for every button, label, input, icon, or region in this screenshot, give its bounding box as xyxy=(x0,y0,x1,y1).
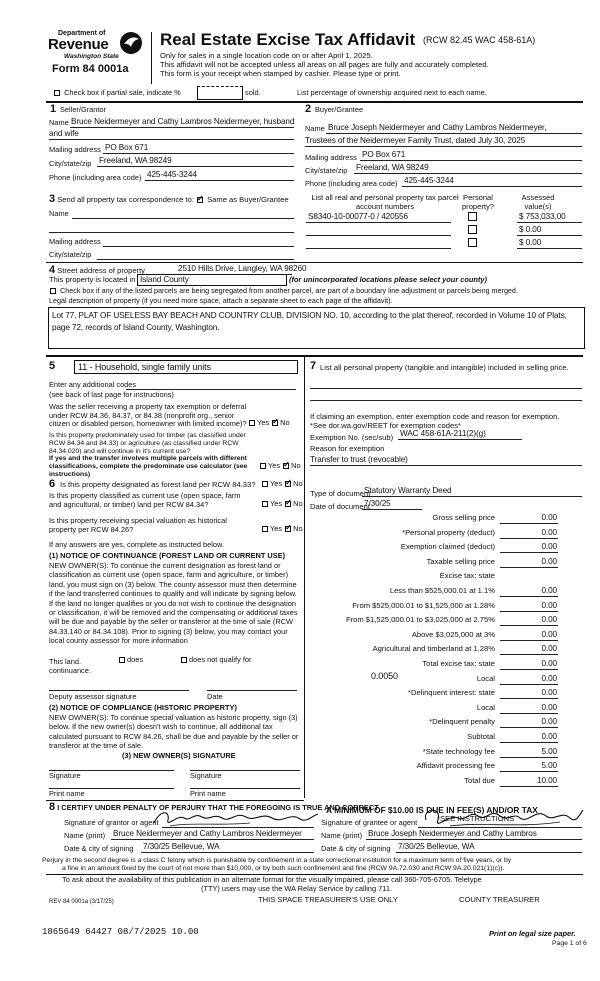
tax-row-value[interactable]: 0.00 xyxy=(541,659,557,668)
same-as-buyer-label: Same as Buyer/Grantee xyxy=(207,195,289,204)
section-3-header xyxy=(49,193,304,206)
tax-row-label: Total due xyxy=(464,776,495,785)
seller-name-2[interactable]: and wife xyxy=(49,129,79,138)
use-code-select[interactable] xyxy=(74,360,298,374)
section-4-number: 4 xyxy=(49,264,56,276)
parcel-number-row-1[interactable]: S8340-10-00077-0 / 420556 xyxy=(308,212,408,221)
seller-title: Seller/Grantor xyxy=(60,105,107,114)
seller-name-1[interactable]: Bruce Neidermeyer and Cathy Lambros Neidermeyer, husband xyxy=(71,117,295,126)
tax-row-line xyxy=(500,771,558,772)
rule-sec4 xyxy=(46,262,583,263)
tax-row-label: *Delinquent interest: state xyxy=(408,688,495,697)
exemption-question: Was the seller receiving a property tax exemption or deferral under RCW 84.36, 84.37, or 84.38 (nonprofit org., senior citizen or disabled person, homeowner with limited income)? xyxy=(49,402,247,429)
parcel-line-3[interactable] xyxy=(306,248,451,249)
tax-row-label: Local xyxy=(476,674,495,683)
buyer-section-number: 2 xyxy=(305,103,312,115)
state-line: Washington State xyxy=(64,53,119,60)
middle-divider xyxy=(304,356,305,798)
timber-answer xyxy=(259,462,301,471)
form-number: Form 84 0001a xyxy=(52,63,129,75)
tax-row-label: From $525,000.01 to $1,525,000 at 1.28% xyxy=(352,601,495,610)
assessed-value-row-3[interactable]: $ 0.00 xyxy=(519,238,542,247)
partial-sale-note: List percentage of ownership acquired next to each name. xyxy=(297,88,487,97)
deputy-date-line[interactable] xyxy=(207,690,297,691)
personal-property-line-1[interactable] xyxy=(310,388,582,389)
buyer-mail[interactable]: PO Box 671 xyxy=(362,150,406,159)
historic-yes-checkbox[interactable] xyxy=(262,526,268,532)
county-treasurer: COUNTY TREASURER xyxy=(459,895,540,904)
document-date-line xyxy=(362,509,422,510)
header-note-1: Only for sales in a single location code on or after April 1, 2025. xyxy=(160,51,373,60)
assessed-value-row-1[interactable]: $ 753,033.00 xyxy=(519,212,566,221)
buyer-mail-line xyxy=(360,160,582,161)
grantee-name-line xyxy=(366,839,582,840)
grantee-date-label: Date & city of signing xyxy=(321,844,391,853)
partial-sale-label: Check box if partial sale, indicate % xyxy=(64,88,181,97)
rule-sec5 xyxy=(46,355,583,357)
document-type[interactable]: Statutory Warranty Deed xyxy=(364,486,452,495)
tax-row-label: Total excise tax: state xyxy=(422,659,495,668)
personal-property-title: List all personal property (tangible and intangible) included in selling price. xyxy=(320,363,569,372)
owner-signature-label-1: Signature xyxy=(49,771,81,780)
tax-row-line xyxy=(500,596,558,597)
timber-yes-label: Yes xyxy=(268,461,281,470)
personal-property-checkbox-2[interactable] xyxy=(468,225,477,234)
tax-row-value[interactable]: 0.00 xyxy=(541,674,557,683)
forest-no-checkbox[interactable] xyxy=(285,481,291,487)
deputy-signature-line[interactable] xyxy=(49,690,189,691)
section-3-title: Send all property tax correspondence to: xyxy=(57,195,194,204)
tax-row-line xyxy=(500,698,558,699)
tax-row-value[interactable]: 0.00 xyxy=(541,601,557,610)
section-3-name-field[interactable] xyxy=(72,218,294,219)
grantee-date-city[interactable]: 7/30/25 Bellevue, WA xyxy=(398,842,475,851)
header-divider xyxy=(151,32,152,84)
treasurer-use-only: THIS SPACE TREASURER'S USE ONLY xyxy=(258,895,398,904)
deputy-date-label: Date xyxy=(207,692,223,701)
tax-row-label: Subtotal xyxy=(467,732,495,741)
tax-row-value[interactable]: 0.00 xyxy=(541,644,557,653)
this-land-label: This land. xyxy=(49,657,82,666)
deputy-signature-label: Deputy assessor signature xyxy=(49,692,137,701)
minimum-due-notice: A MINIMUM OF $10.00 IS DUE IN FEE(S) AND/OR TAX xyxy=(326,805,538,815)
grantor-print-name[interactable]: Bruce Neidermeyer and Cathy Lambros Neidermeyer xyxy=(113,829,302,838)
legal-description: Lot 77, PLAT OF USELESS BAY BEACH AND COUNTRY CLUB, DIVISION NO. 10, according to the plat thereof, recorded in Volume 10 of Plats, page 72, records of Island County, Washington. xyxy=(52,311,567,332)
owner-print-label-2: Print name xyxy=(190,789,226,798)
seller-city-label: City/state/zip xyxy=(49,159,92,168)
section-3-city-field[interactable] xyxy=(97,259,294,260)
grantor-name-line xyxy=(111,839,314,840)
seller-city[interactable]: Freeland, WA 98249 xyxy=(99,156,172,165)
county-select[interactable] xyxy=(137,274,287,286)
section-3-name-field-2[interactable] xyxy=(49,232,294,233)
seller-phone-line xyxy=(145,180,294,181)
segregation-row xyxy=(49,287,584,296)
perjury-notice-2: a fine in an amount fixed by the court of not more than $10,000, or by both such confinement and fine (RCW 9A.72.030 and RCW 9A.20.021(1)(c)). xyxy=(62,865,505,872)
buyer-name-line-2 xyxy=(305,146,582,147)
alternate-format-2: (TTY) users may use the WA Relay Service by calling 711. xyxy=(201,884,392,893)
segregation-checkbox[interactable] xyxy=(50,288,56,294)
exemption-reason-label: Reason for exemption xyxy=(310,444,385,453)
exemption-number-label: Exemption No. (sec/sub) xyxy=(310,433,394,442)
section-3-number: 3 xyxy=(49,193,56,205)
assessed-value-row-2[interactable]: $ 0.00 xyxy=(519,225,542,234)
does-option xyxy=(118,656,143,665)
document-date[interactable]: 7/30/25 xyxy=(364,499,391,508)
exemption-claim-label: If claiming an exemption, enter exemption code and reason for exemption. *See dor.wa.gov/REET for exemption codes* xyxy=(310,412,560,430)
seller-mail-line xyxy=(103,153,294,154)
forest-land-question: Is this property designated as forest land per RCW 84.33? xyxy=(60,480,256,489)
tax-row-label: Taxable selling price xyxy=(426,557,495,566)
historic-no-label: No xyxy=(293,524,303,533)
tax-row-line xyxy=(500,713,558,714)
partial-sale-sold: sold. xyxy=(245,88,261,97)
tax-row-value[interactable]: 0.00 xyxy=(541,703,557,712)
tax-row-label: Local xyxy=(476,703,495,712)
tax-row-label: Above $3,025,000 at 3% xyxy=(411,630,495,639)
seller-phone[interactable]: 425-445-3244 xyxy=(147,170,197,179)
grantor-date-label: Date & city of signing xyxy=(64,844,134,853)
section-3-mail-label: Mailing address xyxy=(49,237,101,246)
grantor-signature xyxy=(150,808,320,830)
owner-print-label-1: Print name xyxy=(49,789,85,798)
current-use-yes-label: Yes xyxy=(270,499,283,508)
value-line-1 xyxy=(517,222,582,223)
tax-row-line xyxy=(500,727,558,728)
additional-codes-label: Enter any additional codes xyxy=(49,380,137,389)
grantor-date-city[interactable]: 7/30/25 Bellevue, WA xyxy=(143,842,220,851)
header-note-3: This form is your receipt when stamped by cashier. Please type or print. xyxy=(160,69,401,78)
notice-compliance-title: (2) NOTICE OF COMPLIANCE (HISTORIC PROPERTY) xyxy=(49,703,237,712)
seller-name-line-2 xyxy=(49,139,294,140)
buyer-phone-line xyxy=(402,186,582,187)
does-not-label: does not qualify for xyxy=(189,655,252,664)
exemption-no-label: No xyxy=(280,418,290,427)
tax-row-label: Affidavit processing fee xyxy=(416,761,495,770)
buyer-name-2[interactable]: Trustees of the Neidermeyer Family Trust, dated July 30, 2025 xyxy=(305,136,526,145)
local-tax-rate[interactable]: 0.0050 xyxy=(371,671,398,681)
page-number: Page 1 of 6 xyxy=(552,940,587,947)
if-any-yes: If any answers are yes, complete as instructed below. xyxy=(49,540,224,549)
notice-compliance-body: NEW OWNER(S): To continue special valuation as historic property, sign (3) below. If the new owner(s) doesn't wish to continue, all additional tax calculated pursuant to RCW 84.26, shall be due and payable by the seller or transferor at the time of sale. xyxy=(49,713,299,751)
personal-property-column-header: Personal property? xyxy=(461,193,495,211)
tax-row-value[interactable]: 5.00 xyxy=(541,761,557,770)
tax-row-label: Agricultural and timberland at 1.28% xyxy=(372,644,495,653)
personal-property-line-2[interactable] xyxy=(310,400,582,401)
tax-row-value[interactable]: 0.00 xyxy=(541,717,557,726)
current-use-no-label: No xyxy=(293,499,303,508)
street-address-label: Street address of property xyxy=(57,266,145,275)
timber-question: Is this property predominately used for timber (as classified under RCW 84.34 and 84.33) or agriculture (as classified under RCW 84.34.020) and will continue in it's current use? xyxy=(49,432,246,455)
tax-row-line xyxy=(500,742,558,743)
tax-row-label: Gross selling price xyxy=(432,513,495,522)
form-title: Real Estate Excise Tax Affidavit xyxy=(160,30,416,49)
exemption-no-checkbox[interactable] xyxy=(272,420,278,426)
tax-row-value[interactable]: 0.00 xyxy=(541,557,557,566)
certify-statement: I CERTIFY UNDER PENALTY OF PERJURY THAT THE FOREGOING IS TRUE AND CORRECT xyxy=(57,803,379,812)
historic-no-checkbox[interactable] xyxy=(285,526,291,532)
buyer-name-1[interactable]: Bruce Joseph Neidermeyer and Cathy Lambros Neidermeyer, xyxy=(328,123,547,132)
tax-row-value[interactable]: 0.00 xyxy=(541,732,557,741)
section-3-city-label: City/state/zip xyxy=(49,250,92,259)
tax-row-label: From $1,525,000.01 to $3,025,000 at 2.75% xyxy=(345,615,495,624)
timber-calculator-note: If yes and the transfer involves multiple parcels with different classifications, complete the predominate use calculator (see instructions) xyxy=(49,455,248,478)
owner-signature-label-2: Signature xyxy=(190,771,222,780)
exemption-reason-line xyxy=(310,465,582,466)
exemption-yes-checkbox[interactable] xyxy=(249,420,255,426)
does-not-qualify-checkbox[interactable] xyxy=(181,657,187,663)
section-3-mail-field[interactable] xyxy=(103,246,294,247)
buyer-phone[interactable]: 425-445-3244 xyxy=(404,176,454,185)
tax-row-line xyxy=(500,786,558,787)
alternate-format-1: To ask about the availability of this publication in an alternate format for the visually impaired, please call 360-705-6705. Teletype xyxy=(62,875,482,884)
grantor-signature-label: Signature of grantor or agent xyxy=(64,818,159,827)
street-address[interactable]: 2510 Hills Drive, Langley, WA 98260 xyxy=(178,264,307,273)
parcel-line-2[interactable] xyxy=(306,235,451,236)
seller-mail[interactable]: PO Box 671 xyxy=(105,143,149,152)
current-use-answer xyxy=(261,500,303,509)
tax-row-line xyxy=(500,757,558,758)
tax-row-line xyxy=(500,538,558,539)
seller-name-line xyxy=(70,127,294,128)
recording-stamp: 1865649 64427 08/7/2025 10.00 xyxy=(42,927,199,937)
revenue-wordmark: Revenue xyxy=(48,36,109,53)
tax-row-value[interactable]: 0.00 xyxy=(541,688,557,697)
tax-row-line xyxy=(500,640,558,641)
parcel-line-1 xyxy=(306,222,451,223)
historic-question: Is this property receiving special valuation as historical property per RCW 84.26? xyxy=(49,516,227,534)
buyer-name-line xyxy=(326,133,582,134)
seller-city-line xyxy=(97,166,294,167)
value-line-3 xyxy=(517,248,582,249)
current-use-no-checkbox[interactable] xyxy=(285,501,291,507)
seller-mail-label: Mailing address xyxy=(49,145,101,154)
tax-row-line xyxy=(500,654,558,655)
forest-yes-label: Yes xyxy=(270,479,283,488)
tax-row-label: *Personal property (deduct) xyxy=(402,528,495,537)
tax-row-value[interactable]: 0.00 xyxy=(541,528,557,537)
section-8-number: 8 xyxy=(49,801,56,813)
section-5-number: 5 xyxy=(49,360,56,372)
exemption-number[interactable]: WAC 458-61A-211(2)(g) xyxy=(400,429,486,438)
tax-row-value[interactable]: 10.00 xyxy=(537,776,557,785)
exemption-yes-label: Yes xyxy=(257,418,270,427)
tax-row-line xyxy=(500,625,558,626)
segregation-text: Check box if any of the listed parcels are being segregated from another parcel, are part of a boundary line adjustment or parcels being merged. xyxy=(60,286,518,295)
buyer-city[interactable]: Freeland, WA 98249 xyxy=(356,163,429,172)
partial-sale-checkbox[interactable] xyxy=(54,90,60,96)
buyer-name-label: Name xyxy=(305,124,325,133)
tax-row-line xyxy=(500,611,558,612)
partial-sale-percent-field[interactable] xyxy=(197,86,243,100)
tax-row-value[interactable]: 0.00 xyxy=(541,586,557,595)
dept-line: Department of xyxy=(58,30,106,37)
tax-row-value[interactable]: 5.00 xyxy=(541,747,557,756)
personal-property-checkbox-3[interactable] xyxy=(468,238,477,247)
additional-codes-note: (see back of last page for instructions) xyxy=(49,390,174,399)
buyer-phone-label: Phone (including area code) xyxy=(305,179,398,188)
tax-row-line xyxy=(500,669,558,670)
buyer-mail-label: Mailing address xyxy=(305,153,357,162)
forest-yes-checkbox[interactable] xyxy=(262,481,268,487)
exemption-number-line xyxy=(398,439,522,440)
personal-property-checkbox-1[interactable] xyxy=(468,212,477,221)
seller-phone-label: Phone (including area code) xyxy=(49,173,142,182)
county-value: Island County xyxy=(140,275,189,284)
exemption-reason[interactable]: Transfer to trust (revocable) xyxy=(310,455,408,464)
current-use-question: Is this property classified as current use (open space, farm and agricultural, or timber) land per RCW 84.34? xyxy=(49,491,241,509)
current-use-yes-checkbox[interactable] xyxy=(262,501,268,507)
buyer-city-line xyxy=(354,173,582,174)
notice-continuance-title: (1) NOTICE OF CONTINUANCE (FOREST LAND OR CURRENT USE) xyxy=(49,551,286,560)
tax-row-label: *Delinquent penalty xyxy=(429,717,495,726)
timber-no-checkbox[interactable] xyxy=(283,463,289,469)
grantee-print-name[interactable]: Bruce Joseph Neidermeyer and Cathy Lambros xyxy=(368,829,537,838)
buyer-city-label: City/state/zip xyxy=(305,166,348,175)
continuance-label: continuance. xyxy=(49,666,91,675)
tax-row-value[interactable]: 0.00 xyxy=(541,615,557,624)
section-7-number: 7 xyxy=(310,360,317,372)
tax-row-label: Less than $525,000.01 at 1.1% xyxy=(389,586,495,595)
legal-description-label: Legal description of property (if you need more space, attach a separate sheet to each page of the affidavit). xyxy=(49,296,393,305)
tax-row-line xyxy=(500,567,558,568)
new-owner-signature-title: (3) NEW OWNER(S) SIGNATURE xyxy=(122,751,236,760)
tax-row-label: *State technology fee xyxy=(422,747,495,756)
document-type-label: Type of document xyxy=(310,489,371,498)
section-3-name-label: Name xyxy=(49,209,69,218)
timber-no-label: No xyxy=(291,461,301,470)
does-label: does xyxy=(127,655,144,664)
perjury-notice-1: Perjury in the second degree is a class C felony which is punishable by confinement in a state correctional institution for a maximum term of five years, or by xyxy=(42,857,512,864)
tax-row-value[interactable]: 0.00 xyxy=(541,542,557,551)
parcel-column-header: List all real and personal property tax parcel account numbers xyxy=(311,193,459,211)
document-date-label: Date of document xyxy=(310,502,370,511)
tax-row-value[interactable]: 0.00 xyxy=(541,630,557,639)
timber-yes-checkbox[interactable] xyxy=(260,463,266,469)
revision-code: REV 84 0001a (3/17/25) xyxy=(49,899,114,905)
document-type-line xyxy=(362,496,582,497)
dor-logo-icon xyxy=(118,31,144,55)
tax-row-label: Exemption claimed (deduct) xyxy=(400,542,495,551)
tax-row-value[interactable]: 0.00 xyxy=(541,513,557,522)
legal-description-box[interactable] xyxy=(48,307,585,349)
same-as-buyer-checkbox[interactable] xyxy=(197,197,203,203)
exemption-answer xyxy=(248,419,290,428)
seller-name-label: Name xyxy=(49,118,69,127)
does-not-option xyxy=(180,656,251,665)
county-label: This property is located in xyxy=(49,275,136,284)
seller-section-number: 1 xyxy=(50,103,57,115)
grantee-date-line xyxy=(396,852,582,853)
forest-no-label: No xyxy=(293,479,303,488)
forest-land-answer xyxy=(261,480,303,489)
buyer-title: Buyer/Grantee xyxy=(315,105,364,114)
county-note: (for unincorporated locations please select your county) xyxy=(289,275,487,284)
value-line-2 xyxy=(517,235,582,236)
section-6-number: 6 xyxy=(49,478,56,490)
tax-row-line xyxy=(500,523,558,524)
assessed-value-column-header: Assessed value(s) xyxy=(521,193,555,211)
partial-sale-row xyxy=(53,89,583,100)
tax-row-line xyxy=(500,552,558,553)
tax-row-label: Excise tax: state xyxy=(439,571,495,580)
grantee-name-label: Name (print) xyxy=(321,831,363,840)
see-instructions: *SEE INSTRUCTIONS xyxy=(437,814,515,823)
use-code-value: 11 - Household, single family units xyxy=(78,362,211,372)
form-rcw: (RCW 82.45 WAC 458-61A) xyxy=(423,35,536,45)
tax-row-line xyxy=(500,684,558,685)
rule-top xyxy=(46,101,583,103)
grantor-date-line xyxy=(141,852,314,853)
header-note-2: This affidavit will not be accepted unless all areas on all pages are fully and accurately completed. xyxy=(160,60,489,69)
grantor-name-label: Name (print) xyxy=(64,831,106,840)
dor-logo xyxy=(46,30,150,84)
grantee-signature-label: Signature of grantee or agent xyxy=(321,818,418,827)
historic-answer xyxy=(261,525,303,534)
notice-continuance-body: NEW OWNER(S): To continue the current designation as forest land or classification as current use (open space, farm and agriculture, or timber) land, you must sign on (3) below. The county assessor must then determine if the land transferred continues to qualify and will indicate by signing below. If the land no longer qualifies or you do not wish to continue the designation or classification, it will be removed and the compensating or additional taxes will be due and payable by the seller or transferor at the time of sale (RCW 84.33.140 or 84.34.108). Prior to signing (3) below, you may contact your local county assessor for more information xyxy=(49,561,298,646)
legal-paper-note: Print on legal size paper. xyxy=(489,929,576,938)
historic-yes-label: Yes xyxy=(270,524,283,533)
does-qualify-checkbox[interactable] xyxy=(119,657,125,663)
